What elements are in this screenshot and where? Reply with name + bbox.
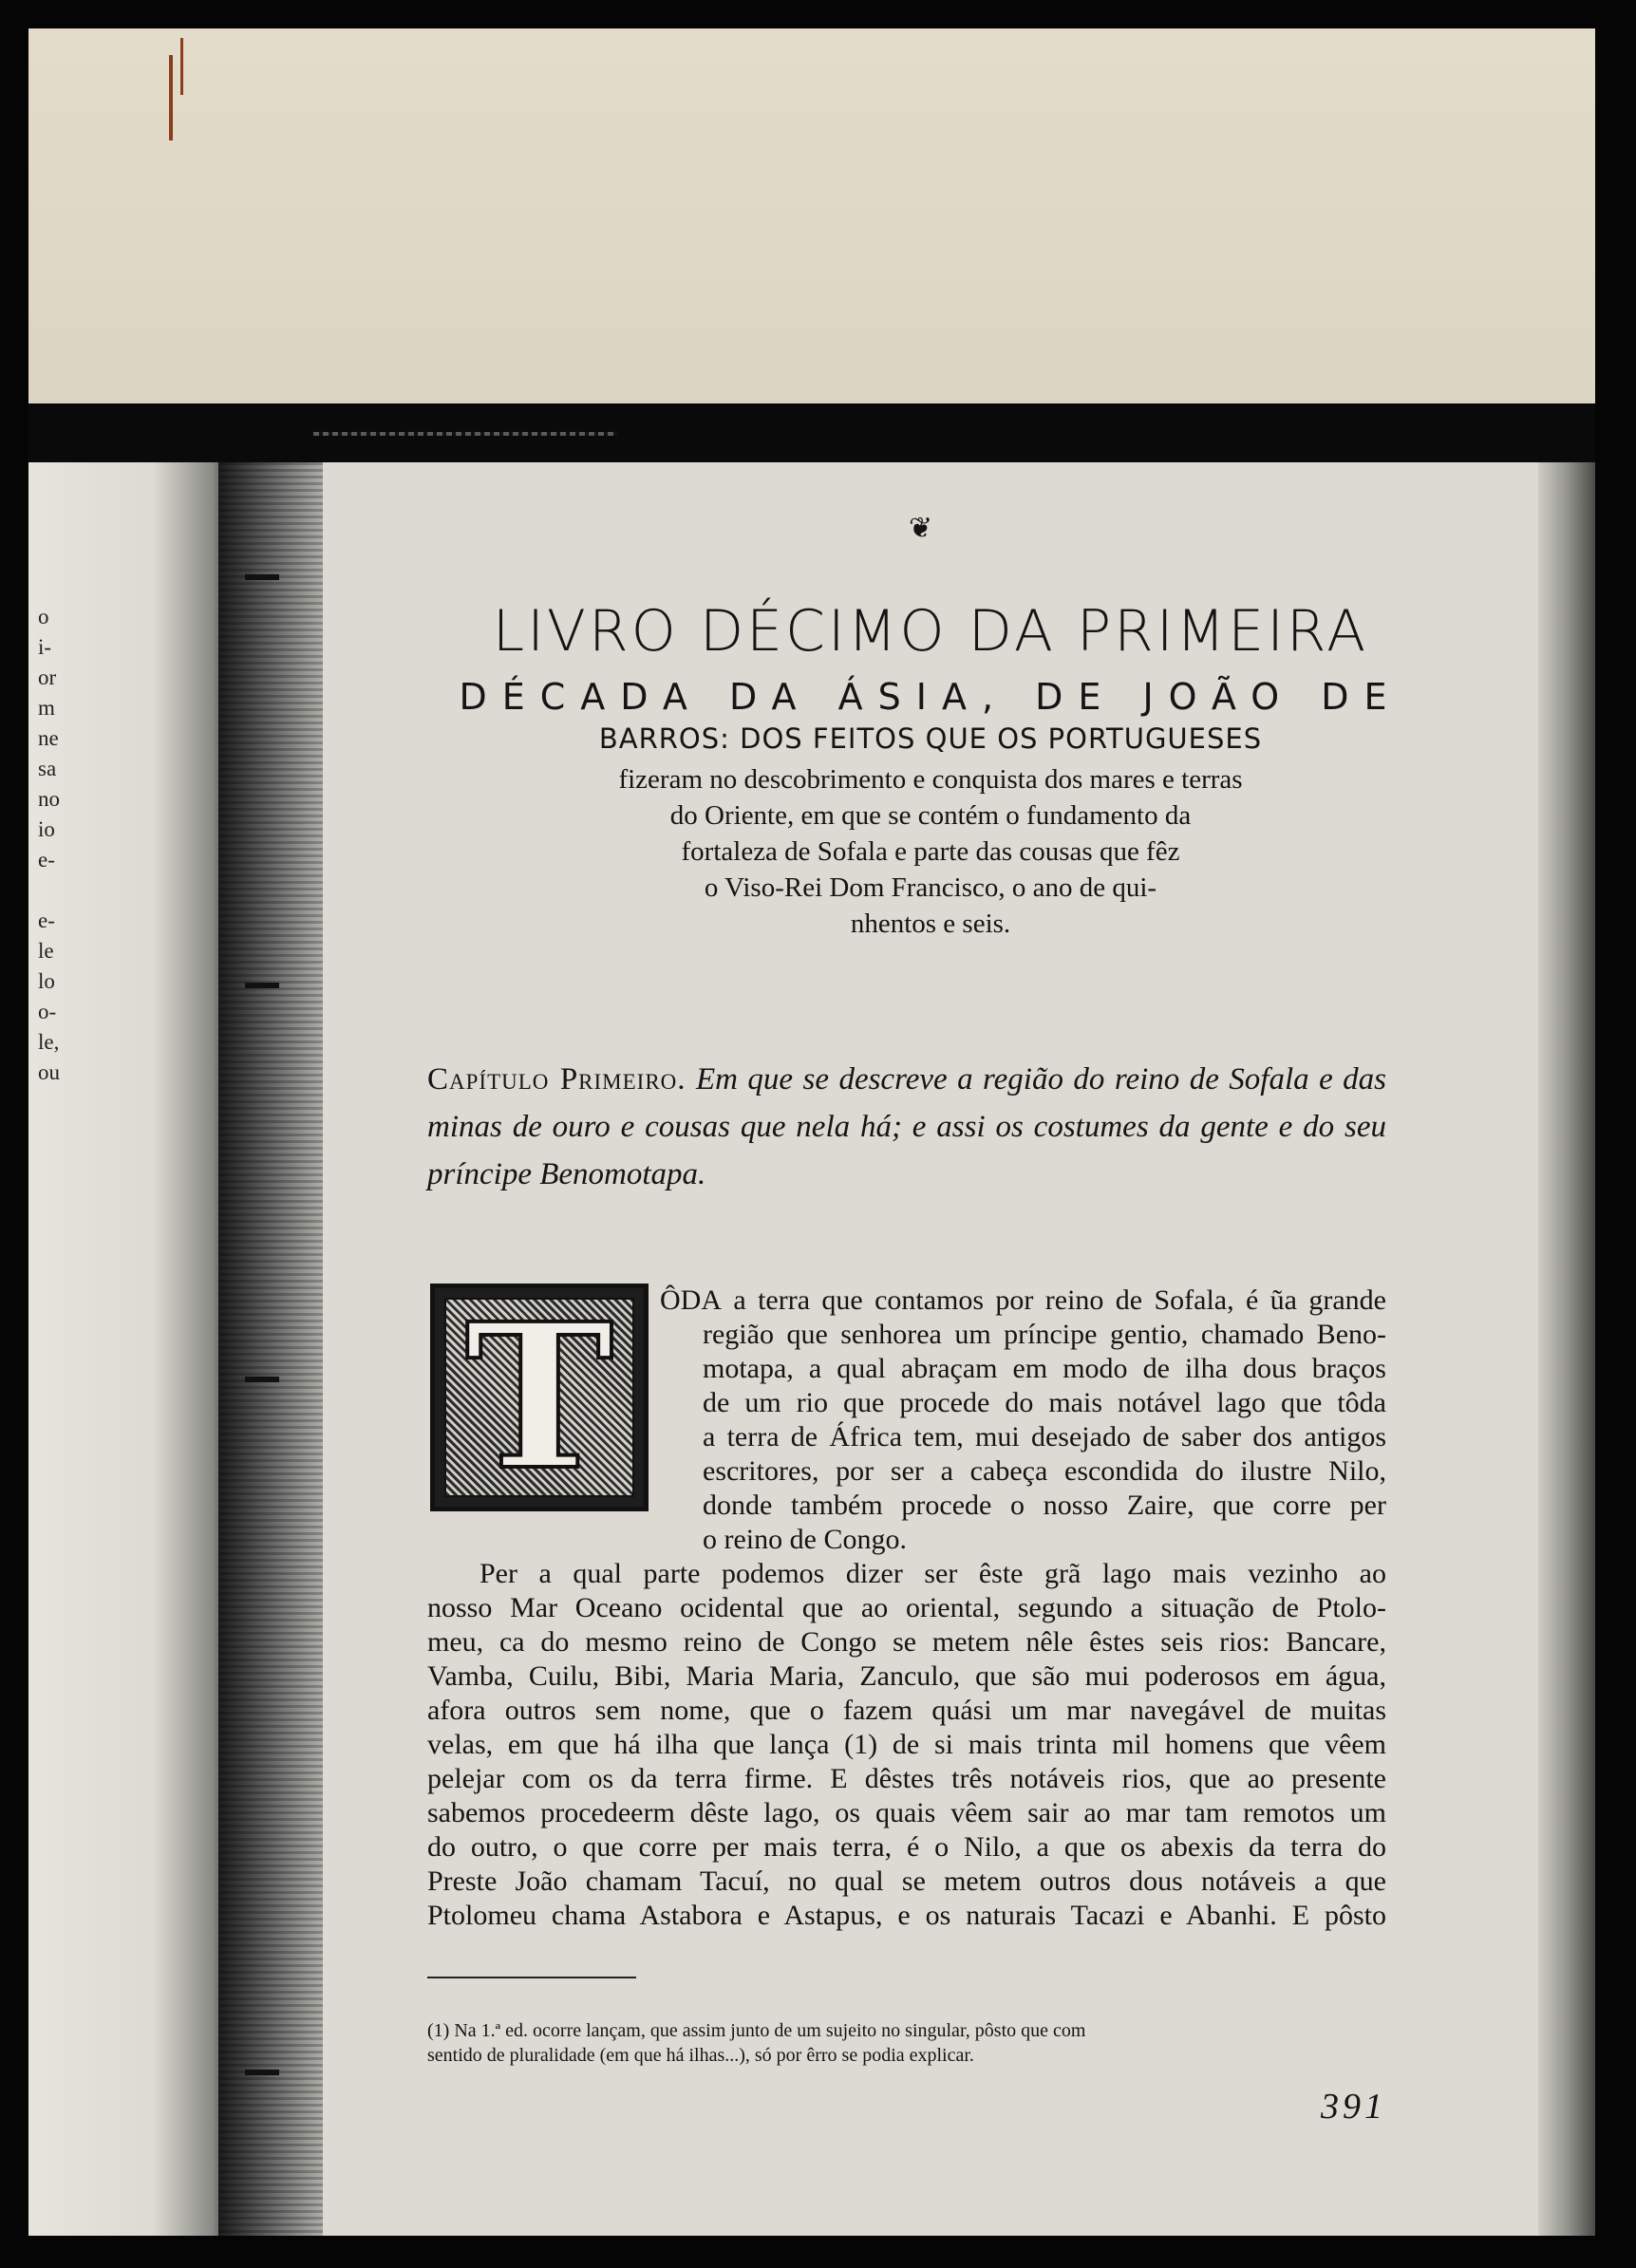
paragraph-line: velas, em que há ilha que lança (1) de si mais trinta mil homens que vêem xyxy=(427,1729,1386,1760)
fleuron-ornament: ❦ xyxy=(909,512,933,545)
paragraph-line: sabemos procedeerm dêste lago, os quais vêem sair ao mar tam remotos um xyxy=(427,1797,1386,1828)
paragraph-line: afora outros sem nome, que o fazem quási um mar navegável de muitas xyxy=(427,1695,1386,1726)
page-right-edge xyxy=(1538,462,1595,2236)
paragraph-line: de um rio que procede do mais notável lago que tôda xyxy=(703,1387,1386,1418)
prev-page-fragment: le xyxy=(38,939,54,963)
subtitle-line: o Viso-Rei Dom Francisco, o ano de qui- xyxy=(704,872,1157,903)
chapter-label: Capítulo Primeiro. xyxy=(427,1062,686,1097)
binding-gutter xyxy=(218,462,323,2236)
prev-page-fragment: lo xyxy=(38,969,55,993)
paragraph-line: Ptolomeu chama Astabora e Astapus, e os naturais Tacazi e Abanhi. E pôsto xyxy=(427,1900,1386,1931)
paragraph-line: donde também procede o nosso Zaire, que corre per xyxy=(703,1490,1386,1521)
chapter-summary: Em que se descreve a região do reino de Sofala e das minas de ouro e cousas que nela há; e assi os costumes da gente e do seu príncipe Benomotapa. xyxy=(427,1062,1386,1191)
binding-stitch xyxy=(245,1377,279,1382)
subtitle-line: fizeram no descobrimento e conquista dos mares e terras xyxy=(618,764,1243,795)
paragraph-line: Per a qual parte podemos dizer ser êste grã lago mais vezinho ao xyxy=(480,1558,1386,1589)
lead-word: ÔDA xyxy=(660,1284,722,1316)
prev-page-fragment: ou xyxy=(38,1060,60,1084)
paragraph-line: Preste João chamam Tacuí, no qual se metem outros dous notáveis a que xyxy=(427,1865,1386,1897)
prev-page-fragment: io xyxy=(38,817,55,841)
prev-page-fragment: m xyxy=(38,696,55,720)
page-number: 391 xyxy=(1321,2087,1386,2127)
previous-page-edge xyxy=(28,462,237,2236)
prev-page-fragment: or xyxy=(38,665,57,689)
prev-page-fragment: ne xyxy=(38,726,59,750)
paragraph-line: escritores, por ser a cabeça escondida do ilustre Nilo, xyxy=(703,1455,1386,1487)
binding-stitch xyxy=(245,983,279,988)
prev-page-fragment: e- xyxy=(38,909,55,932)
prev-page-fragment: i- xyxy=(38,635,52,659)
footnote-line: (1) Na 1.ª ed. ocorre lançam, que assim junto de um sujeito no singular, pôsto que com xyxy=(427,2020,1086,2041)
paragraph-line: o reino de Congo. xyxy=(703,1524,907,1555)
paragraph-line: Vamba, Cuilu, Bibi, Maria Maria, Zanculo, que são mui poderosos em água, xyxy=(427,1660,1386,1692)
paragraph-line: nosso Mar Oceano ocidental que ao oriental, segundo a situação de Ptolo- xyxy=(427,1592,1386,1623)
prev-page-fragment: e- xyxy=(38,848,55,872)
binding-stitch xyxy=(245,574,279,580)
binding-stitch xyxy=(245,2070,279,2075)
paragraph-line: região que senhorea um príncipe gentio, chamado Beno- xyxy=(703,1319,1386,1350)
paragraph-line: do outro, o que corre per mais terra, é o Nilo, a que os abexis da terra do xyxy=(427,1831,1386,1863)
line-text: a terra que contamos por reino de Sofala, é ũa grande xyxy=(733,1284,1386,1316)
title-line-2: DÉCADA DA ÁSIA, DE JOÃO DE xyxy=(459,676,1402,718)
prev-page-fragment: le, xyxy=(38,1030,60,1054)
subtitle-line: fortaleza de Sofala e parte das cousas que fêz xyxy=(681,836,1180,867)
rust-mark xyxy=(169,55,173,141)
title-line-3: BARROS: DOS FEITOS QUE OS PORTUGUESES xyxy=(598,722,1263,755)
prev-page-fragment: sa xyxy=(38,757,57,780)
footnote-rule xyxy=(427,1977,636,1978)
band-texture xyxy=(313,432,617,436)
footnote-line: sentido de pluralidade (em que há ilhas...), só por êrro se podia explicar. xyxy=(427,2045,974,2066)
prev-page-fragment: o- xyxy=(38,1000,57,1023)
book-page xyxy=(323,462,1538,2236)
subtitle-line: nhentos e seis. xyxy=(850,909,1011,939)
paragraph-line xyxy=(660,1284,1386,1318)
subtitle-line: do Oriente, em que se contém o fundamento da xyxy=(669,800,1192,831)
chapter-heading xyxy=(427,1056,1386,1198)
paragraph-line: pelejar com os da terra firme. E dêstes três notáveis rios, que ao presente xyxy=(427,1763,1386,1794)
binding-band xyxy=(28,403,1595,462)
paragraph-line: meu, ca do mesmo reino de Congo se metem nêle êstes seis rios: Bancare, xyxy=(427,1626,1386,1658)
prev-page-fragment: no xyxy=(38,787,60,811)
rust-mark xyxy=(180,38,183,95)
scan-background xyxy=(28,28,1595,2236)
prev-page-fragment: o xyxy=(38,605,49,628)
paragraph-line: motapa, a qual abraçam em modo de ilha dous braços xyxy=(703,1353,1386,1384)
initial-letter: T xyxy=(464,1280,614,1514)
overlay-sheet xyxy=(28,28,1595,403)
title-line-1: LIVRO DÉCIMO DA PRIMEIRA xyxy=(492,598,1369,665)
paragraph-line: a terra de África tem, mui desejado de saber dos antigos xyxy=(703,1421,1386,1453)
decorated-initial xyxy=(430,1280,649,1514)
